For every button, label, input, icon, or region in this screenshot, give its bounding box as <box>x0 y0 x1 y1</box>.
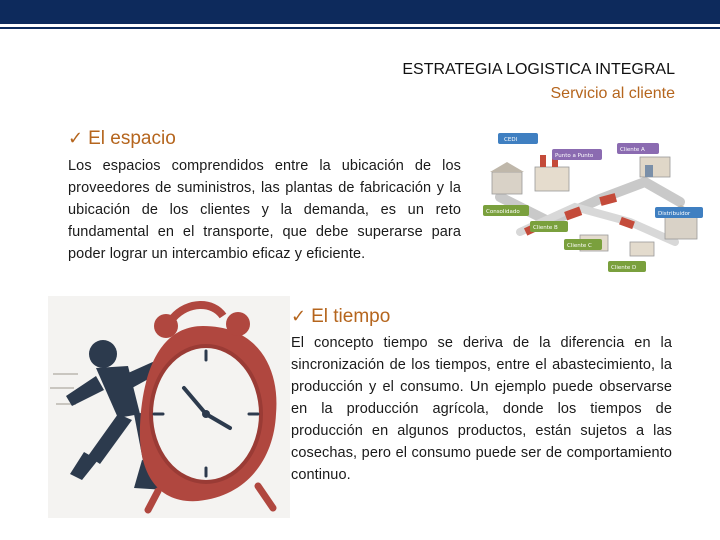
section-heading-tiempo <box>291 306 390 328</box>
logistics-label: CEDI <box>504 137 518 143</box>
logistics-network-illustration <box>480 127 705 275</box>
building-icon <box>630 242 654 256</box>
logistics-label: Consolidado <box>486 209 520 215</box>
logistics-label: Cliente A <box>620 147 645 153</box>
header-bar <box>0 0 720 24</box>
logistics-label: Punto a Punto <box>555 153 594 159</box>
logistics-label: Cliente D <box>611 265 637 271</box>
section-heading-text: El espacio <box>88 128 176 149</box>
section-body-tiempo: El concepto tiempo se deriva de la diferencia en la sincronización de los tiempos, entre el abastecimiento, la producción y el consumo. Un ejemplo puede observarse en la producción agrícola, donde los tiempos de producción en algunos productos, están sujetos a las cosechas, pero el consumo puede ser de comportamiento continuo. <box>291 335 672 483</box>
checkmark-icon: ✓ <box>291 306 307 326</box>
logistics-label: Cliente C <box>567 243 592 249</box>
logistics-label: Cliente B <box>533 225 558 231</box>
section-body-espacio: Los espacios comprendidos entre la ubicación de los proveedores de suministros, las plantas de fabricación y la ubicación de los clientes y la demanda, es un reto fundamental en el transporte, que debe superarse para poder lograr un intercambio eficaz y eficiente. <box>68 158 461 262</box>
logistics-label: Distribuidor <box>658 211 691 217</box>
store-icon <box>640 157 670 177</box>
header-divider <box>0 27 720 29</box>
slide-title-block <box>402 60 675 106</box>
section-heading-text: El tiempo <box>311 306 391 327</box>
running-man-clock-illustration <box>48 296 290 518</box>
slide-subtitle: Servicio al cliente <box>550 85 675 102</box>
slide-title: ESTRATEGIA LOGISTICA INTEGRAL <box>402 61 675 78</box>
section-heading-espacio <box>68 128 176 150</box>
checkmark-icon: ✓ <box>68 128 84 148</box>
